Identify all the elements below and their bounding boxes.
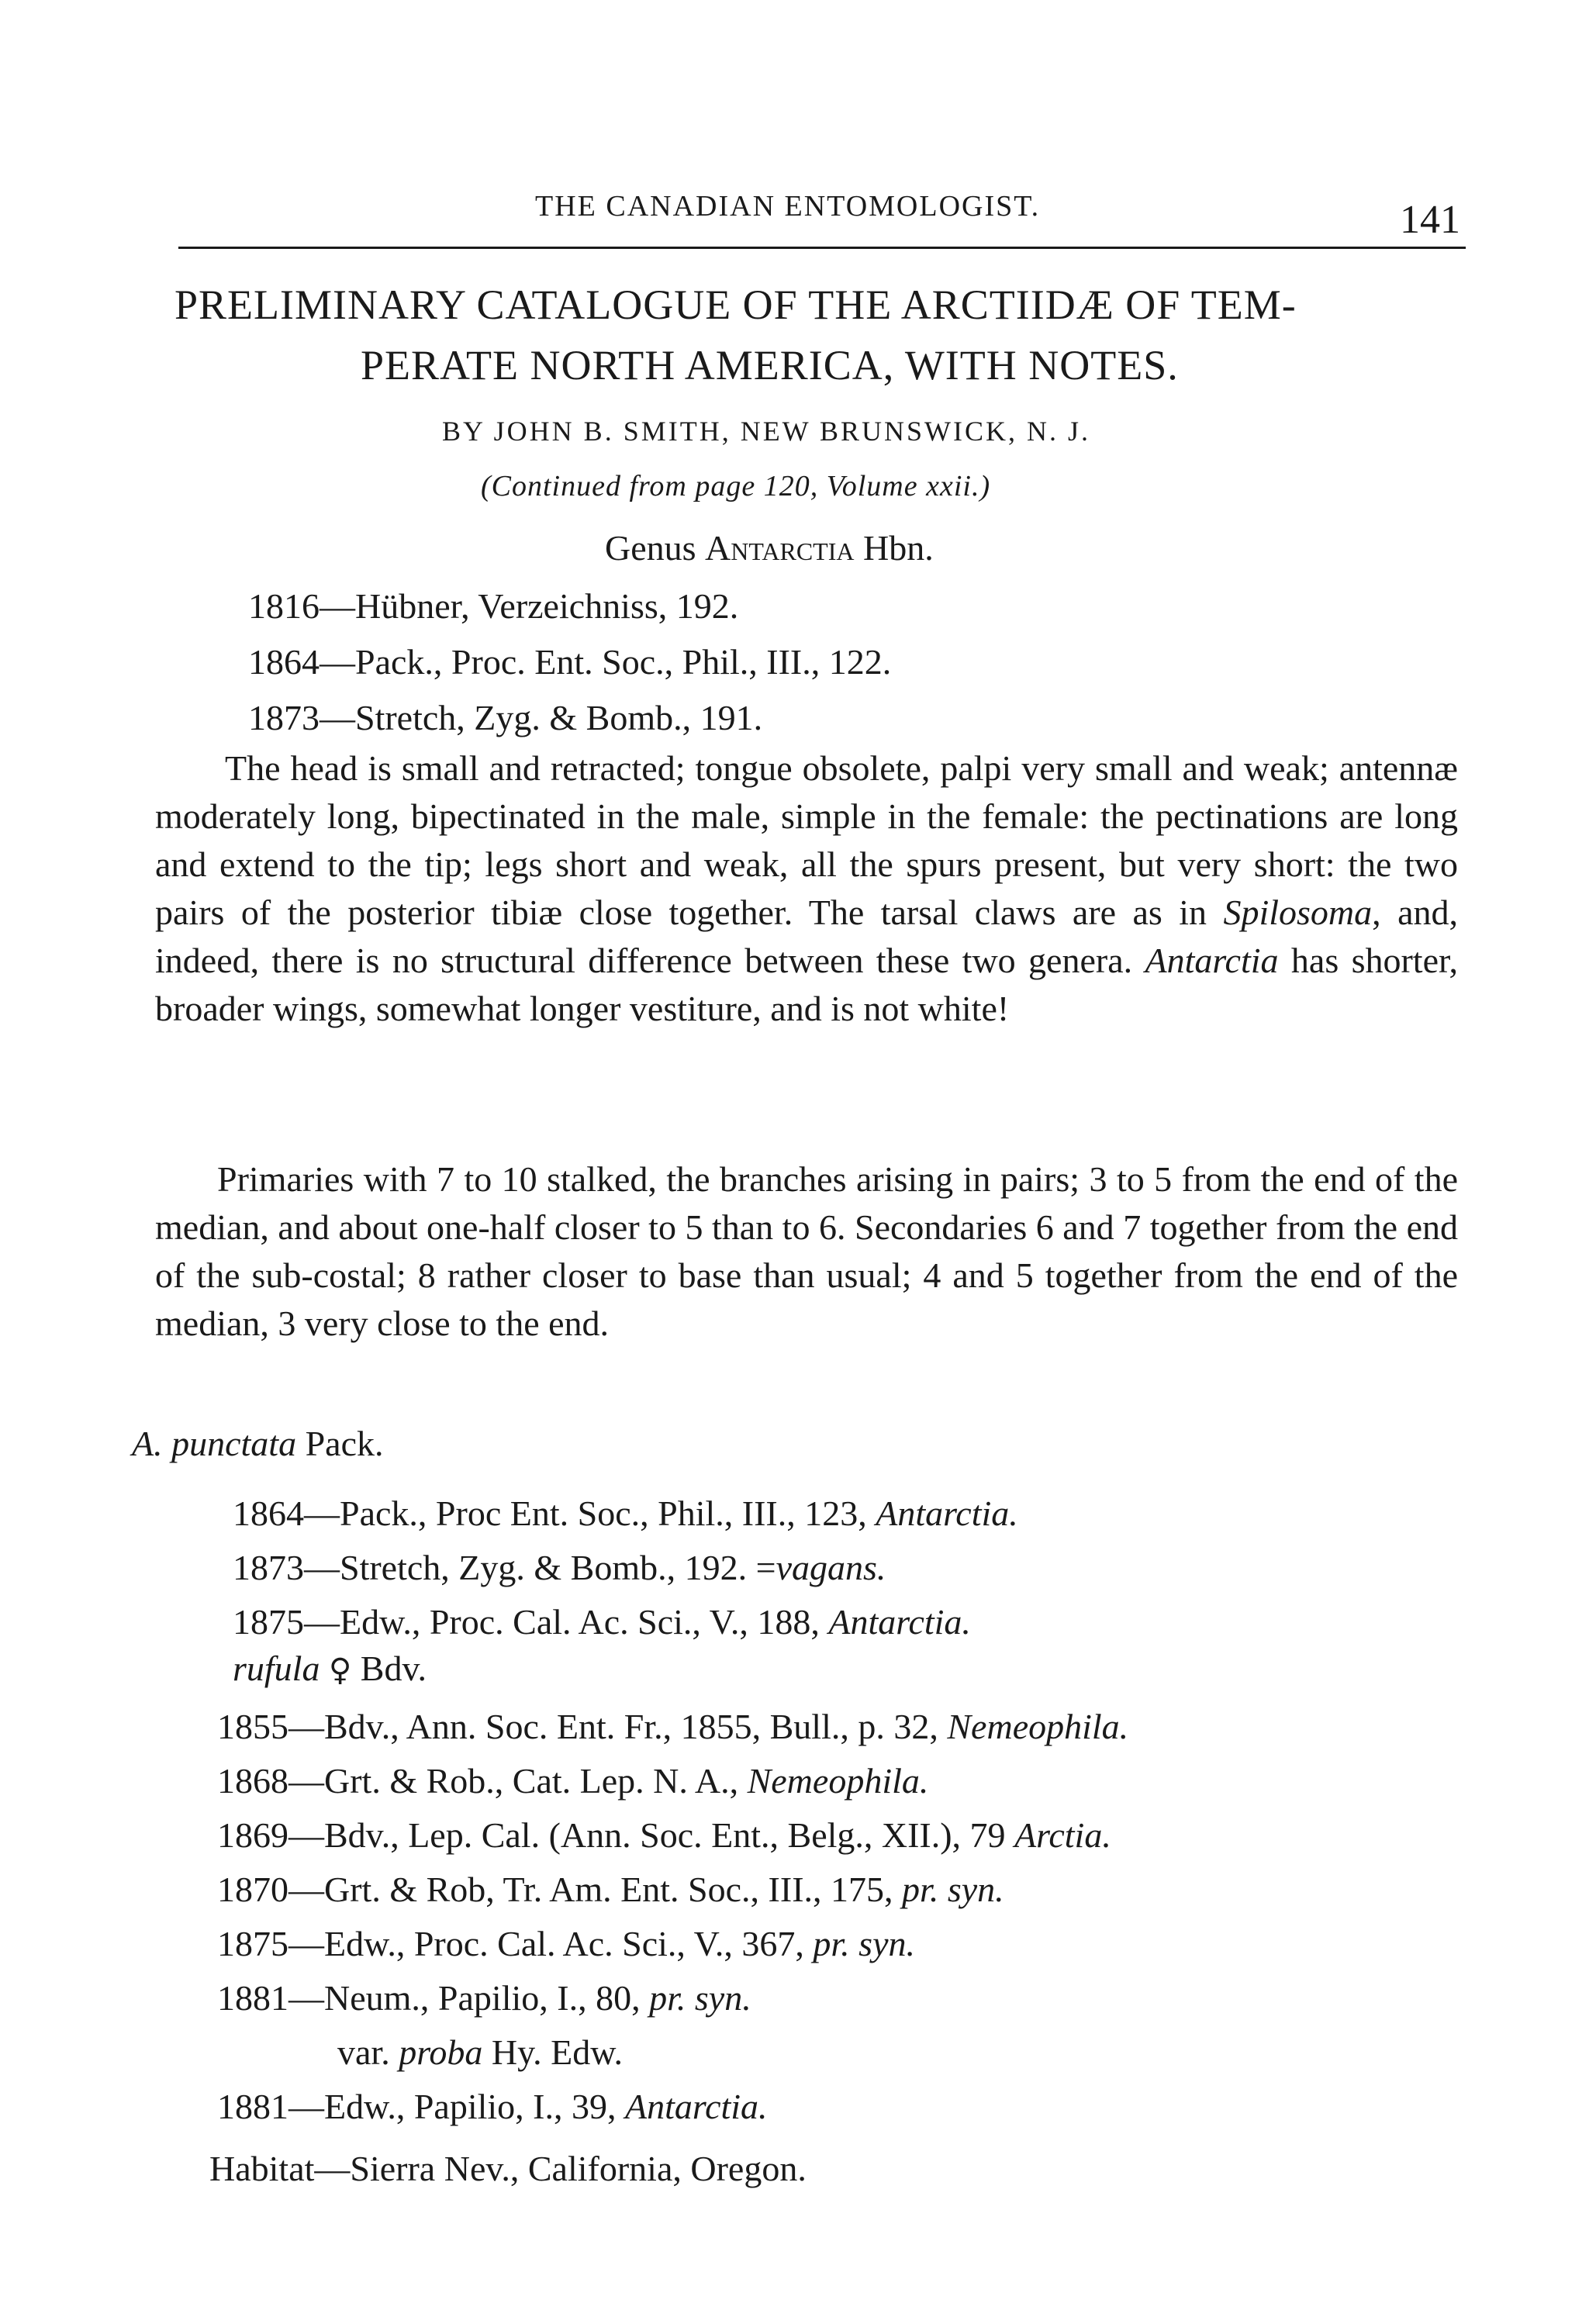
variety-heading: var. proba Hy. Edw. <box>337 2032 623 2072</box>
synonym-heading: rufula ♀ Bdv. <box>233 1649 427 1688</box>
synonym-ref: 1875—Edw., Proc. Cal. Ac. Sci., V., 367, pr. syn. <box>217 1924 915 1963</box>
species-ref: 1875—Edw., Proc. Cal. Ac. Sci., V., 188, Antarctia. <box>233 1602 971 1642</box>
genus-ref: 1864—Pack., Proc. Ent. Soc., Phil., III., 122. <box>248 642 892 682</box>
genus-ref-antarctia: Antarctia <box>1145 941 1279 980</box>
article-title-line2: PERATE NORTH AMERICA, WITH NOTES. <box>361 342 1179 388</box>
genus-ref-spilosoma: Spilosoma <box>1223 893 1373 932</box>
genus-name: Antarctia <box>705 528 855 568</box>
female-symbol-icon: ♀ <box>328 1652 352 1688</box>
article-title-line1: PRELIMINARY CATALOGUE OF THE ARCTIIDÆ OF TEM- <box>174 281 1297 328</box>
running-title: THE CANADIAN ENTOMOLOGIST. <box>535 190 1041 223</box>
synonym-ref: 1881—Neum., Papilio, I., 80, pr. syn. <box>217 1978 751 2018</box>
byline: BY JOHN B. SMITH, NEW BRUNSWICK, N. J. <box>442 416 1091 447</box>
species-heading: A. punctata Pack. <box>132 1424 384 1463</box>
genus-heading <box>605 527 934 568</box>
species-ref: 1873—Stretch, Zyg. & Bomb., 192. =vagans. <box>233 1548 886 1587</box>
genus-ref: 1873—Stretch, Zyg. & Bomb., 191. <box>248 698 763 737</box>
variety-ref: 1881—Edw., Papilio, I., 39, Antarctia. <box>217 2087 768 2126</box>
genus-ref: 1816—Hübner, Verzeichniss, 192. <box>248 586 739 626</box>
page-number: 141 <box>1400 198 1460 242</box>
species-ref: 1864—Pack., Proc Ent. Soc., Phil., III., 123, Antarctia. <box>233 1493 1018 1533</box>
habitat-line: Habitat—Sierra Nev., California, Oregon. <box>209 2149 807 2188</box>
description-paragraph-2: Primaries with 7 to 10 stalked, the branches arising in pairs; 3 to 5 from the end of the median, and about one-half closer to 5 than to 6. Secondaries 6 and 7 together from the end of the sub-costal; 8 rather closer to base than usual; 4 and 5 together from the end of the median, 3 very close to the end. <box>155 1159 1458 1343</box>
description-paragraph-1: The head is small and retracted; tongue obsolete, palpi very small and weak; antennæ moderately long, bipectinated in the male, simple in the female: the pectinations are long and extend to the tip; legs short and weak, all the spurs present, but very short: the two pairs of the posterior tibiæ close together. The tarsal claws are as in Spilosoma, and, indeed, there is no structural difference between these two genera. Antarctia has shorter, broader wings, somewhat longer vestiture, and is not white! <box>155 748 1458 1028</box>
genus-prefix: Genus <box>605 528 706 568</box>
synonym-ref: 1869—Bdv., Lep. Cal. (Ann. Soc. Ent., Belg., XII.), 79 Arctia. <box>217 1815 1111 1855</box>
synonym-ref: 1870—Grt. & Rob, Tr. Am. Ent. Soc., III., 175, pr. syn. <box>217 1870 1004 1909</box>
continued-note: (Continued from page 120, Volume xxii.) <box>481 470 991 502</box>
synonym-ref: 1868—Grt. & Rob., Cat. Lep. N. A., Nemeophila. <box>217 1761 929 1801</box>
synonym-ref: 1855—Bdv., Ann. Soc. Ent. Fr., 1855, Bull., p. 32, Nemeophila. <box>217 1707 1129 1746</box>
genus-author: Hbn. <box>854 528 934 568</box>
header-rule <box>178 247 1466 249</box>
